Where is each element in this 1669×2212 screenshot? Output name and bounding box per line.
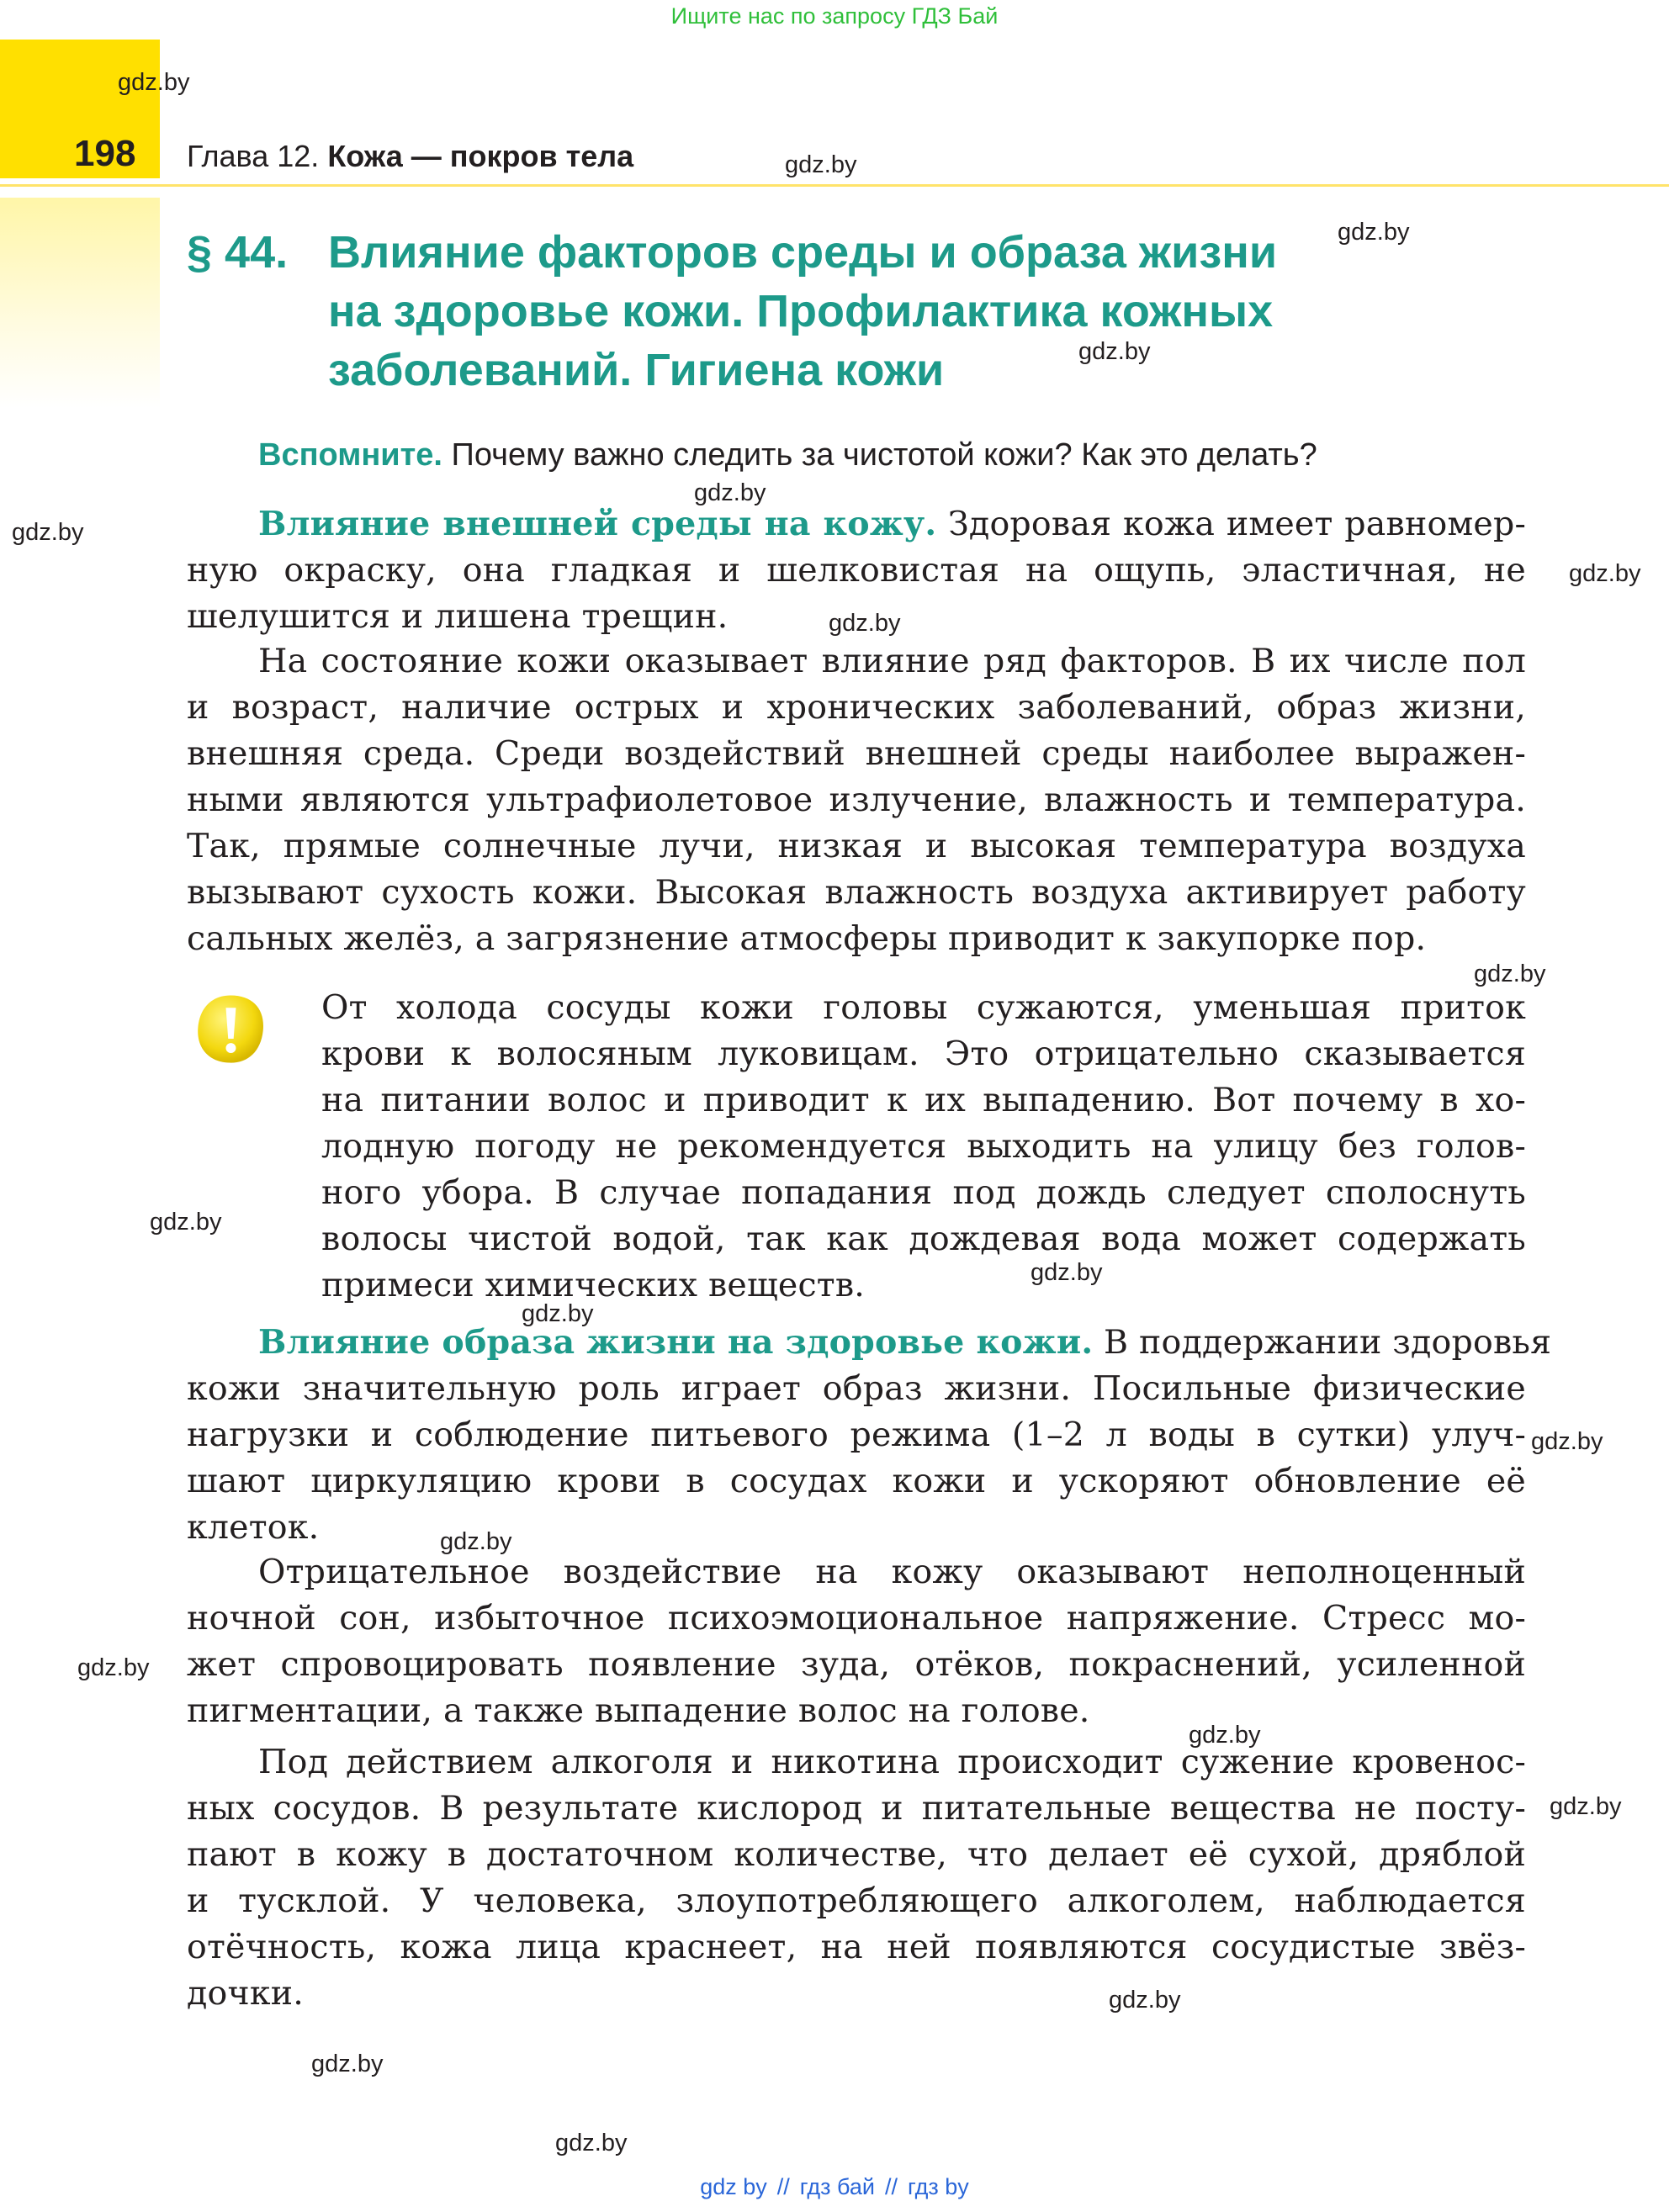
text-line: ными являются ультрафиолетовое излучение, влажность и температура. <box>187 781 1526 819</box>
watermark: gdz.by <box>1338 219 1410 246</box>
recall-question <box>258 437 1537 474</box>
top-banner: Ищите нас по запросу ГДЗ Бай <box>670 3 999 29</box>
page-number: 198 <box>74 133 136 174</box>
text-line: нагрузки и соблюдение питьевого режима (1–2 л воды в сутки) улуч- <box>187 1416 1526 1454</box>
text-line: лодную погоду не рекомендуется выходить на улицу без голов- <box>321 1127 1526 1166</box>
text-line: Отрицательное воздействие на кожу оказывают неполноценный <box>258 1553 1526 1591</box>
text-line: ного убора. В случае попадания под дождь следует сполоснуть <box>321 1173 1526 1212</box>
chapter-title: Кожа — покров тела <box>327 139 634 173</box>
watermark: gdz.by <box>1569 560 1641 587</box>
watermark: gdz.by <box>118 69 190 96</box>
note-paragraph <box>321 985 1526 1309</box>
watermark: gdz.by <box>1189 1722 1261 1749</box>
footer-link-gdz-by-cyr[interactable]: гдз by <box>908 2174 969 2199</box>
text-line: Здоровая кожа имеет равномер- <box>948 505 1526 543</box>
text-line: вызывают сухость кожи. Высокая влажность воздуха активирует работу <box>187 873 1526 912</box>
text-line: внешняя среда. Среди воздействий внешней среды наиболее выражен- <box>187 734 1526 773</box>
watermark: gdz.by <box>440 1528 512 1555</box>
footer-link-gdz-by[interactable]: gdz by <box>700 2174 767 2199</box>
footer-links <box>0 2174 1669 2200</box>
text-line: волосы чистой водой, так как дождевая вода может содержать <box>321 1220 1526 1258</box>
text-line: клеток. <box>187 1508 320 1547</box>
paragraph-alcohol-nicotine <box>187 1739 1526 2017</box>
watermark: gdz.by <box>1109 1987 1181 2014</box>
text-line: шелушится и лишена трещин. <box>187 597 729 636</box>
text-line: Под действием алкоголя и никотина происходит сужение кровенос- <box>258 1743 1526 1781</box>
header-divider <box>0 184 1669 187</box>
text-line: В поддержании здоровья <box>1104 1323 1552 1362</box>
text-line: пигментации, а также выпадение волос на голове. <box>187 1691 1090 1730</box>
watermark: gdz.by <box>785 151 857 178</box>
text-line: дочки. <box>187 1974 304 2013</box>
text-line: отёчность, кожа лица краснеет, на ней появляются сосудистые звёз- <box>187 1928 1526 1966</box>
paragraph-negative-effects <box>187 1549 1526 1734</box>
paragraph-factors <box>187 638 1526 962</box>
watermark: gdz.by <box>1078 338 1151 365</box>
section-number: § 44. <box>187 227 289 278</box>
watermark: gdz.by <box>829 610 901 637</box>
text-line: и возраст, наличие острых и хронических заболеваний, образ жизни, <box>187 688 1526 727</box>
text-line: крови к волосяным луковицам. Это отрицательно сказывается <box>321 1035 1526 1073</box>
text-line: От холода сосуды кожи головы сужаются, уменьшая приток <box>321 988 1526 1027</box>
subheading: Влияние внешней среды на кожу. <box>258 505 937 543</box>
text-line: ных сосудов. В результате кислород и питательные вещества не посту- <box>187 1789 1526 1828</box>
watermark: gdz.by <box>1550 1793 1622 1820</box>
watermark: gdz.by <box>311 2051 384 2077</box>
text-line: кожи значительную роль играет образ жизни. Посильные физические <box>187 1369 1526 1408</box>
text-line: На состояние кожи оказывает влияние ряд факторов. В их числе пол <box>258 642 1526 680</box>
text-line: и тусклой. У человека, злоупотребляющего алкоголем, наблюдается <box>187 1881 1526 1920</box>
watermark: gdz.by <box>1031 1259 1103 1286</box>
exclamation-icon <box>192 991 269 1068</box>
chapter-heading <box>187 139 633 174</box>
footer-separator: // <box>776 2174 790 2199</box>
section-title-line: на здоровье кожи. Профилактика кожных <box>328 286 1274 336</box>
text-line: жет спровоцировать появление зуда, отёков, покраснений, усиленной <box>187 1645 1526 1684</box>
text-line: Так, прямые солнечные лучи, низкая и высокая температура воздуха <box>187 827 1526 865</box>
watermark: gdz.by <box>1474 960 1546 987</box>
recall-text: Почему важно следить за чистотой кожи? Как это делать? <box>451 437 1317 473</box>
section-title-line: Влияние факторов среды и образа жизни <box>328 227 1278 278</box>
subheading: Влияние образа жизни на здоровье кожи. <box>258 1323 1094 1362</box>
text-line: шают циркуляцию крови в сосудах кожи и ускоряют обновление её <box>187 1462 1526 1500</box>
text-line: примеси химических веществ. <box>321 1266 866 1304</box>
watermark: gdz.by <box>694 479 766 506</box>
footer-link-gdz-bai[interactable]: гдз бай <box>799 2174 875 2199</box>
chapter-prefix: Глава 12. <box>187 139 320 173</box>
text-line: ную окраску, она гладкая и шелковистая на ощупь, эластичная, не <box>187 551 1526 590</box>
section-title-line: заболеваний. Гигиена кожи <box>328 345 945 395</box>
text-line: сальных желёз, а загрязнение атмосферы приводит к закупорке пор. <box>187 919 1427 958</box>
watermark: gdz.by <box>12 519 84 546</box>
watermark: gdz.by <box>1531 1428 1603 1455</box>
watermark: gdz.by <box>522 1300 594 1327</box>
text-line: пают в кожу в достаточном количестве, что делает её сухой, дряблой <box>187 1835 1526 1874</box>
text-line: ночной сон, избыточное психоэмоциональное напряжение. Стресс мо- <box>187 1599 1526 1638</box>
recall-label: Вспомните. <box>258 437 442 473</box>
watermark: gdz.by <box>555 2130 628 2156</box>
watermark: gdz.by <box>77 1654 150 1681</box>
watermark: gdz.by <box>150 1209 222 1236</box>
margin-highlight <box>0 198 160 408</box>
paragraph-lifestyle <box>187 1320 1552 1551</box>
footer-separator: // <box>884 2174 898 2199</box>
text-line: на питании волос и приводит к их выпадению. Вот почему в хо- <box>321 1081 1526 1119</box>
